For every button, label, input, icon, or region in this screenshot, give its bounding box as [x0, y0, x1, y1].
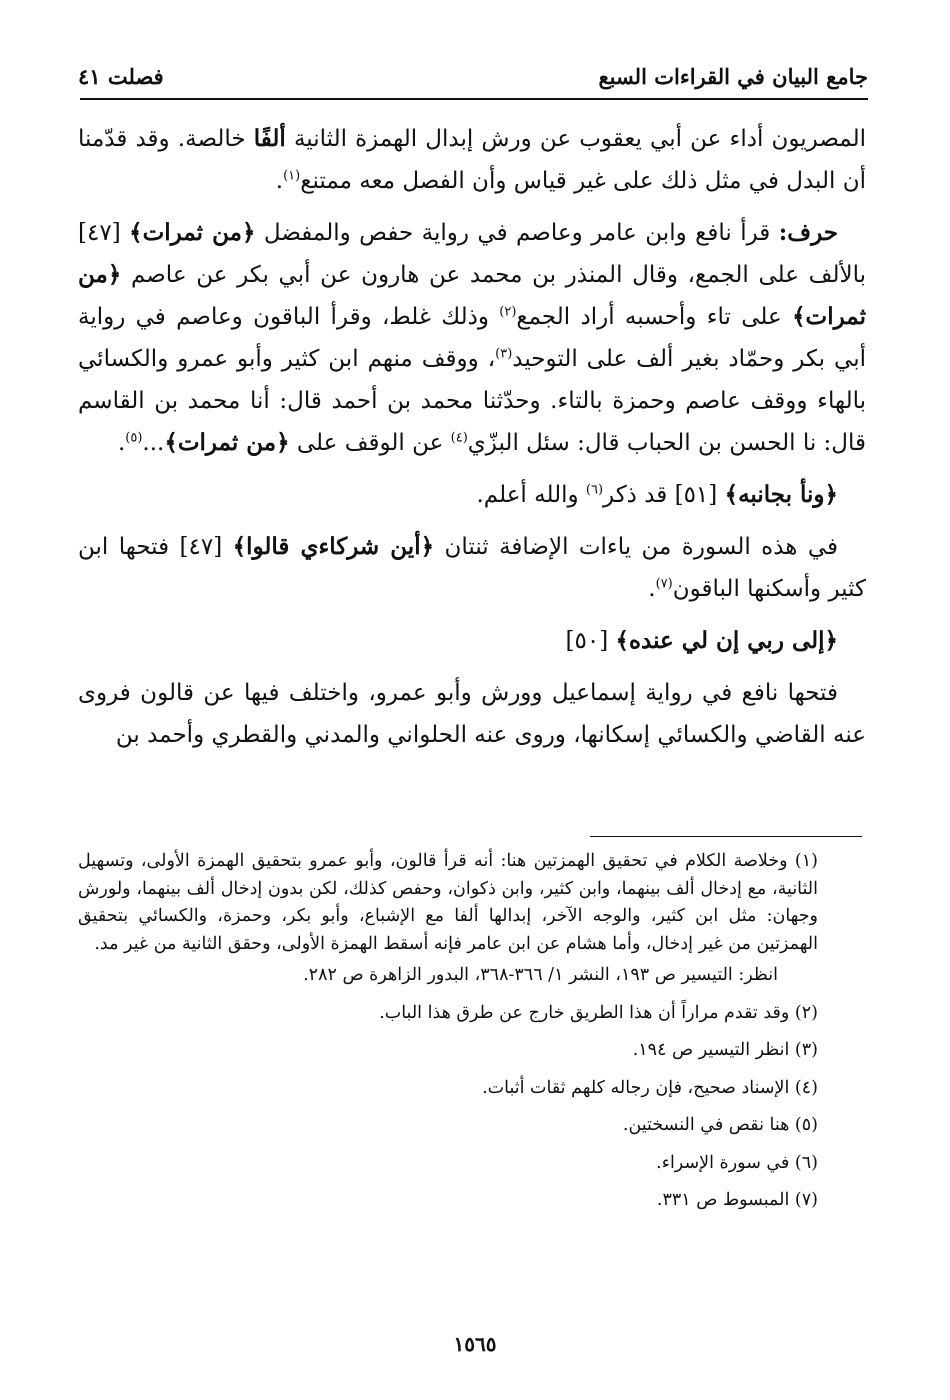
quran-word: ﴿إلى ربي إن لي عنده﴾ [615, 627, 838, 654]
text-run: ... [142, 430, 165, 456]
running-header [78, 58, 868, 98]
footnote-ref-4: (٤) [450, 430, 468, 446]
quran-word: ﴿من ثمرات﴾ [78, 261, 866, 330]
footnote-ref-7: (٧) [655, 576, 673, 592]
footnote-ref-6: (٦) [585, 482, 604, 498]
footnote-divider [590, 836, 862, 837]
text-run: [٤٧] فتحها ابن كثير وأسكنها الباقون [78, 534, 866, 602]
text-run: [٥٠] [565, 628, 616, 654]
main-text [78, 118, 866, 766]
book-title: جامع البيان في القراءات السبع [598, 64, 868, 89]
quran-word: ﴿أين شركاءي قالوا﴾ [232, 533, 435, 560]
paragraph-5 [78, 620, 866, 662]
footnote-3: (٣) انظر التيسير ص ١٩٤. [632, 1040, 818, 1060]
text-run: وذلك غلط، وقرأ الباقون وعاصم في رواية أبي بكر وحمّاد بغير ألف على التوحيد [78, 304, 866, 372]
text-run: والله أعلم. [476, 482, 586, 508]
quran-word: ﴿ونأ بجانبه﴾ [724, 481, 838, 508]
text-run: . [117, 430, 126, 456]
footnote-ref-2: (٢) [499, 304, 517, 320]
emphasis-word: ألفًا [253, 125, 286, 152]
quran-word: ﴿من ثمرات﴾ [129, 219, 256, 246]
text-run: عن الوقف على [289, 430, 451, 456]
paragraph-2 [78, 212, 866, 464]
text-run: خالصة. وقد قدّمنا أن البدل في مثل ذلك على غير قياس وأن الفصل معه ممتنع [78, 126, 866, 194]
quran-word: ﴿من ثمرات﴾ [164, 429, 290, 456]
text-run: على تاء وأحسبه أراد الجمع [516, 304, 793, 330]
footnote-ref-5: (٥) [125, 430, 143, 446]
text-run: [٥١] قد ذكر [603, 482, 725, 508]
paragraph-6: فتحها نافع في رواية إسماعيل وورش وأبو عمرو، واختلف فيها عن قالون فروى عنه القاضي والكسائي إسكانها، وروى عنه الحلواني والمدني والقطري وأحمد بن [78, 680, 866, 748]
text-run: ، ووقف منهم ابن كثير وأبو عمرو والكسائي بالهاء ووقف عاصم وحمزة بالتاء. وحدّثنا محمد بن أحمد قال: أنا محمد بن القاسم قال: نا الحسن بن الحباب قال: سئل البزّي [78, 346, 866, 456]
footnote-1: (١) وخلاصة الكلام في تحقيق الهمزتين هنا: أنه قرأ قالون، وأبو عمرو بتحقيق الهمزة الأولى، وتسهيل الثانية، مع إدخال ألف بينهما، وابن كثير، وابن ذكوان، وحفص كذلك، لكن بدون إدخال ألف بينهما، ولورش وجهان: مثل ابن كثير، والوجه الآخر، إبدالها ألفا مع الإشباع، وأبو بكر، وحمزة، والكسائي بتحقيق الهمزتين من غير إدخال، وأما هشام عن ابن عامر فإنه أسقط الهمزة الأولى، وحقق الثانية من غير مد. [78, 851, 818, 954]
text-run: قرأ نافع وابن عامر وعاصم في رواية حفص والمفضل [255, 220, 779, 246]
chapter-label: فصلت ٤١ [78, 64, 164, 89]
footnote-ref-3: (٣) [495, 346, 513, 362]
footnote-ref-1: (١) [283, 168, 301, 184]
footnote-6: (٦) في سورة الإسراء. [656, 1152, 818, 1173]
text-run: [٤٧] بالألف على الجمع، وقال المنذر بن محمد عن هارون عن أبي بكر عن عاصم [78, 220, 866, 288]
paragraph-3 [78, 474, 866, 516]
footnote-5: (٥) هنا نقص في النسختين. [622, 1115, 818, 1135]
footnote-4: (٤) الإسناد صحيح، فإن رجاله كلهم ثقات أثبات. [482, 1077, 818, 1098]
footnote-1-source: انظر: التيسير ص ١٩٣، النشر ١/ ٣٦٦-٣٦٨، البدور الزاهرة ص ٢٨٢. [303, 965, 778, 985]
text-run: في هذه السورة من ياءات الإضافة ثنتان [434, 534, 838, 560]
footnotes [78, 848, 818, 1225]
section-label: حرف: [778, 219, 838, 246]
header-divider [80, 98, 868, 100]
text-run: . [275, 168, 284, 194]
page-number: ١٥٦٥ [453, 1332, 497, 1356]
paragraph-1 [78, 118, 866, 202]
text-run: المصريون أداء عن أبي يعقوب عن ورش إبدال الهمزة الثانية [285, 126, 866, 152]
footnote-7: (٧) المبسوط ص ٣٣١. [656, 1190, 818, 1210]
text-run: . [648, 576, 656, 602]
paragraph-4 [78, 526, 866, 610]
footnote-2: (٢) وقد تقدم مراراً أن هذا الطريق خارج عن طرق هذا الباب. [379, 1002, 818, 1023]
